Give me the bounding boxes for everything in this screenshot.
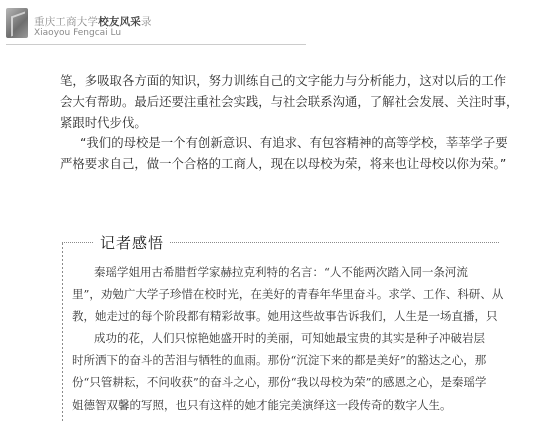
text-line: 紧跟时代步伐。 xyxy=(60,115,147,130)
header-divider xyxy=(6,44,306,45)
header-title-bold: 校友风采 xyxy=(98,16,142,28)
header-subtitle: Xiaoyou Fengcai Lu xyxy=(34,28,122,38)
text-line: 笔，多吸取各方面的知识，努力训练自己的文字能力与分析能力，这对以后的工作 xyxy=(60,73,507,88)
body-paragraph-1 xyxy=(60,70,519,133)
text-line: 秦瑶学姐用古希腊哲学家赫拉克利特的名言：“人不能两次踏入同一条河流 xyxy=(94,265,468,279)
text-line: 严格要求自己，做一个合格的工商人，现在以母校为荣，将来也让母校以你为荣。” xyxy=(60,156,507,171)
text-line: 时所洒下的奋斗的苦泪与牺牲的血雨。那份“沉淀下来的都是美好”的豁达之心，那 xyxy=(72,353,487,368)
header-title-suffix: 录 xyxy=(141,16,152,28)
header-title-prefix: 重庆工商大学 xyxy=(34,16,99,28)
text-line: 份“只管耕耘，不问收获”的奋斗之心，那份“我以母校为荣”的感恩之心，是秦瑶学 xyxy=(72,375,487,390)
text-line: 姐德智双馨的写照，也只有这样的她才能完美演绎这一段传奇的数字人生。 xyxy=(72,397,452,412)
university-logo-icon xyxy=(6,8,28,38)
text-line: 成功的花，人们只惊艳她盛开时的美丽，可知她最宝贵的其实是种子冲破岩层 xyxy=(94,331,485,345)
text-line: “我们的母校是一个有创新意识、有追求、有包容精神的高等学校，莘莘学子要 xyxy=(80,135,508,150)
text-line: 教，她走过的每个阶段都有精彩故事。她用这些故事告诉我们，人生是一场直播，只 xyxy=(72,309,498,324)
body-paragraph-2 xyxy=(60,132,508,174)
page-header xyxy=(6,6,306,42)
text-line: 里”，劝勉广大学子珍惜在校时光，在美好的青春年华里奋斗。求学、工作、科研、从 xyxy=(72,287,504,302)
reporter-paragraph-2 xyxy=(72,327,492,416)
text-line: 会大有帮助。最后还要注重社会实践，与社会联系沟通，了解社会发展、关注时事， xyxy=(60,94,519,109)
reporter-insight-title: 记者感悟 xyxy=(94,232,170,253)
header-title xyxy=(34,14,152,29)
reporter-paragraph-1 xyxy=(72,261,504,328)
